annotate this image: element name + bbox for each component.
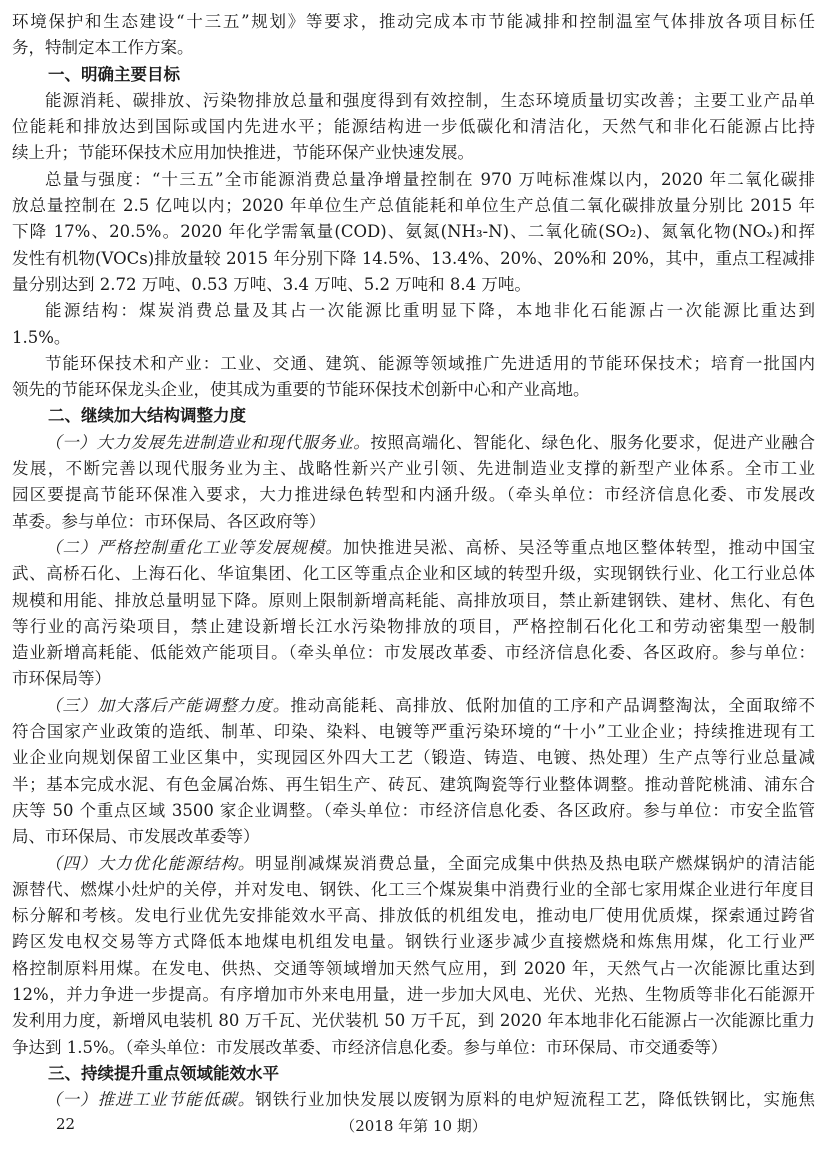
line-text: 二、继续加大结构调整力度 [48,406,246,426]
line-text: 发性有机物(VOCs)排放量较 2015 年分别下降 14.5%、13.4%、20%、20%和 20%，其中，重点工程减排 [12,248,815,268]
text-line [12,456,815,482]
line-text: 园区要提高节能环保准入要求，大力推进绿色转型和内涵升级。（牵头单位：市经济信息化委、市发展改 [12,485,815,505]
line-text: 推动高能耗、高排放、低附加值的工序和产品调整淘汰，全面取缔不 [290,695,815,715]
text-line [12,377,815,403]
line-text: 造业新增高耗能、低能效产能项目。（牵头单位：市发展改革委、市经济信息化委、各区政府。参与单位： [12,643,815,663]
subsection-title: （一）大力发展先进制造业和现代服务业。 [45,432,371,452]
text-line [12,219,815,245]
text-line [12,588,815,614]
line-text: 明显削减煤炭消费总量，全面完成集中供热及热电联产燃煤锅炉的清洁能 [255,853,815,873]
line-text: 等行业的高污染项目，禁止建设新增长江水污染物排放的项目，严格控制石化化工和劳动密集型一般制 [12,616,815,636]
line-text: 局、市环保局、市发展改革委等） [12,827,260,847]
line-text: 节能环保技术和产业：工业、交通、建筑、能源等领域推广先进适用的节能环保技术；培育一批国内 [45,353,815,373]
line-text: 革委。参与单位：市环保局、各区政府等） [12,511,326,531]
line-text: 市环保局等） [12,669,111,689]
text-line [12,1087,815,1113]
text-line [12,745,815,771]
text-line [12,851,815,877]
document-body [12,9,815,1113]
section-heading [12,403,815,429]
text-line [12,929,815,955]
line-text: 放总量控制在 2.5 亿吨以内；2020 年单位生产总值能耗和单位生产总值二氧化碳排放量分别比 2015 年 [12,196,815,216]
section-heading [12,62,815,88]
paragraph [12,851,815,1061]
text-line [12,535,815,561]
subsection-title: （三）加大落后产能调整力度。 [45,695,291,715]
line-text: 能源结构：煤炭消费总量及其占一次能源比重明显下降，本地非化石能源占一次能源比重达到 [45,301,815,321]
paragraph [12,167,815,298]
line-text: 环境保护和生态建设“十三五”规划》等要求，推动完成本市节能减排和控制温室气体排放各项目标任 [12,12,815,31]
text-line [12,351,815,377]
text-line [12,9,815,35]
text-line [12,88,815,114]
text-line [12,167,815,193]
line-text: 武、高桥石化、上海石化、华谊集团、化工区等重点企业和区域的转型升级，实现钢铁行业、化工行业总体 [12,564,815,584]
heading-text [12,62,815,88]
line-text: 12%，并力争进一步提高。有序增加市外来电用量，进一步加大风电、光伏、光热、生物质等非化石能源开 [12,984,815,1004]
text-line [12,35,815,61]
line-text: 量分别达到 2.72 万吨、0.53 万吨、3.4 万吨、5.2 万吨和 8.4 万吨。 [12,274,531,294]
text-line [12,561,815,587]
subsection-title: （四）大力优化能源结构。 [45,853,256,873]
text-line [12,246,815,272]
text-line [12,772,815,798]
line-text: 一、明确主要目标 [48,64,180,84]
text-line [12,824,815,850]
paragraph [12,430,815,535]
text-line [12,140,815,166]
text-line [12,719,815,745]
text-line [12,666,815,692]
text-line [12,1035,815,1061]
text-line [12,193,815,219]
paragraph [12,1087,815,1113]
line-text: 跨区发电权交易等方式降低本地煤电机组发电量。钢铁行业逐步减少直接燃烧和炼焦用煤，化工行业严 [12,932,815,952]
line-text: 加快推进吴淞、高桥、吴泾等重点地区整体转型，推动中国宝 [342,537,815,557]
line-text: 领先的节能环保龙头企业，使其成为重要的节能环保技术创新中心和产业高地。 [12,380,590,400]
line-text: 源替代、燃煤小灶炉的关停，并对发电、钢铁、化工三个煤炭集中消费行业的全部七家用煤企业进行年度目 [12,879,815,899]
text-line [12,956,815,982]
line-text: 规模和用能、排放总量明显下降。原则上限制新增高耗能、高排放项目，禁止新建钢铁、建材、焦化、有色 [12,590,815,610]
text-line [12,798,815,824]
line-text: 续上升；节能环保技术应用加快推进，节能环保产业快速发展。 [12,143,474,163]
line-text: 发利用力度，新增风电装机 80 万千瓦、光伏装机 50 万千瓦，到 2020 年本地非化石能源占一次能源比重力 [12,1011,815,1031]
line-text: 下降 17%、20.5%。2020 年化学需氧量(COD)、氨氮(NH₃-N)、二氧化硫(SO₂)、氮氧化物(NOₓ)和挥 [12,222,815,242]
line-text: 三、持续提升重点领域能效水平 [48,1063,279,1083]
line-text: 按照高端化、智能化、绿色化、服务化要求，促进产业融合 [370,432,815,452]
heading-text [12,403,815,429]
paragraph [12,9,815,62]
issue-label: （2018 年第 10 期） [340,1117,487,1135]
line-text: 1.5%。 [12,327,71,347]
line-text: 标分解和考核。发电行业优先安排能效水平高、排放低的机组发电，推动电厂使用优质煤，探索通过跨省 [12,906,815,926]
paragraph [12,351,815,404]
text-line [12,640,815,666]
paragraph [12,535,815,693]
text-line [12,877,815,903]
paragraph [12,298,815,351]
page-number: 22 [56,1115,76,1133]
subsection-title: （一）推进工业节能低碳。 [45,1090,256,1110]
line-text: 位能耗和排放达到国际或国内先进水平；能源结构进一步低碳化和清洁化，天然气和非化石能源占比持 [12,117,815,137]
line-text: 庆等 50 个重点区域 3500 家企业调整。（牵头单位：市经济信息化委、各区政府。参与单位：市安全监管 [12,800,815,820]
line-text: 务，特制定本工作方案。 [12,38,194,58]
text-line [12,482,815,508]
text-line [12,272,815,298]
text-line [12,903,815,929]
line-text: 能源消耗、碳排放、污染物排放总量和强度得到有效控制，生态环境质量切实改善；主要工业产品单 [45,90,815,110]
line-text: 争达到 1.5%。（牵头单位：市发展改革委、市经济信息化委。参与单位：市环保局、市交通委等） [12,1037,728,1057]
heading-text [12,1061,815,1087]
section-heading [12,1061,815,1087]
line-text: 格控制原料用煤。在发电、供热、交通等领域增加天然气应用，到 2020 年，天然气占一次能源比重达到 [12,958,815,978]
text-line [12,693,815,719]
line-text: 钢铁行业加快发展以废钢为原料的电炉短流程工艺，降低铁钢比，实施焦 [255,1090,815,1110]
line-text: 业企业向规划保留工业区集中，实现园区外四大工艺（锻造、铸造、电镀、热处理）生产点等行业总量减 [12,748,815,768]
line-text: 发展，不断完善以现代服务业为主、战略性新兴产业引领、先进制造业支撑的新型产业体系。全市工业 [12,459,815,479]
paragraph [12,88,815,167]
text-line [12,114,815,140]
text-line [12,325,815,351]
line-text: 符合国家产业政策的造纸、制革、印染、染料、电镀等严重污染环境的“十小”工业企业；持续推进现有工 [12,722,815,742]
page-footer [0,1115,827,1141]
text-line [12,614,815,640]
line-text: 半；基本完成水泥、有色金属冶炼、再生铝生产、砖瓦、建筑陶瓷等行业整体调整。推动普陀桃浦、浦东合 [12,774,815,794]
text-line [12,509,815,535]
paragraph [12,693,815,851]
text-line [12,298,815,324]
line-text: 总量与强度：“十三五”全市能源消费总量净增量控制在 970 万吨标准煤以内，2020 年二氧化碳排 [45,169,815,189]
text-line [12,1008,815,1034]
subsection-title: （二）严格控制重化工业等发展规模。 [45,537,343,557]
text-line [12,982,815,1008]
text-line [12,430,815,456]
